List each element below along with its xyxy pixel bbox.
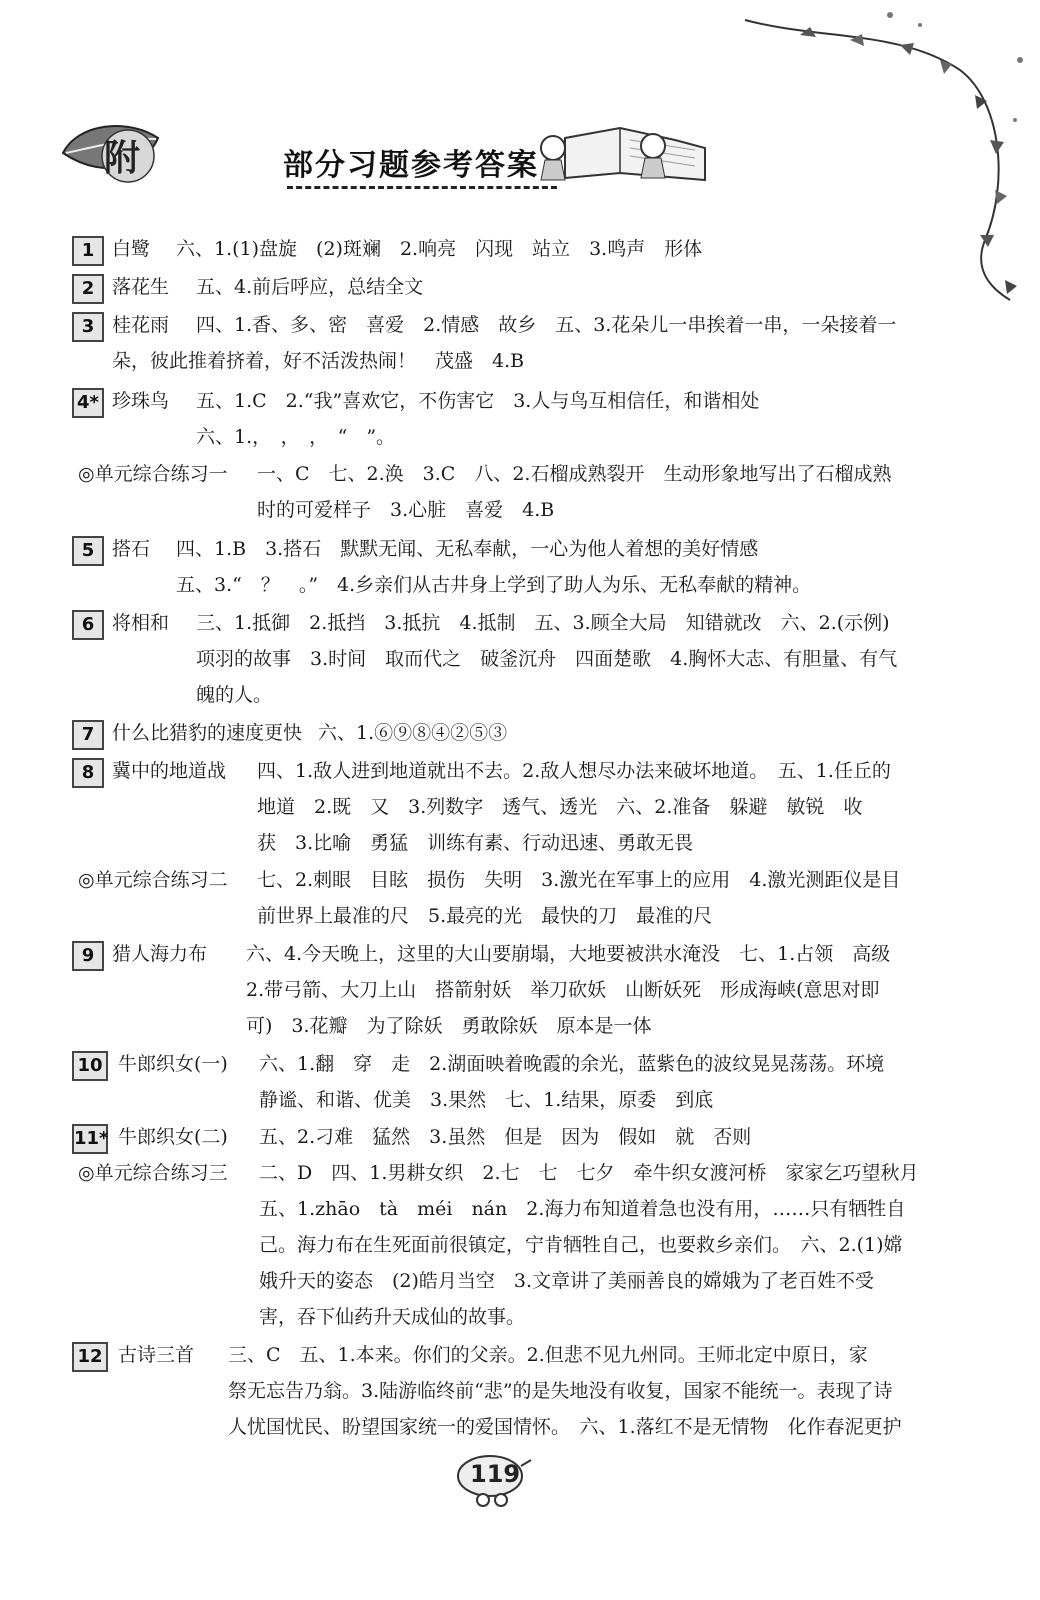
lesson-title: 牛郎织女(二) [118,1126,228,1148]
answer-line: 时的可爱样子 3.心脏 喜爱 4.B [257,499,555,521]
lesson-title: 落花生 [112,276,170,298]
answer-line: 三、C 五、1.本来。你们的父亲。2.但悲不见九州同。王师北定中原日，家 [228,1344,868,1366]
answer-line: 五、2.刁难 猛然 3.虽然 但是 因为 假如 就 否则 [259,1126,752,1148]
answer-line: 娥升天的姿态 (2)皓月当空 3.文章讲了美丽善良的嫦娥为了老百姓不受 [259,1270,875,1292]
lesson-number: 1 [72,236,104,266]
lesson-number: 10 [72,1051,108,1081]
answer-line: 三、1.抵御 2.抵挡 3.抵抗 4.抵制 五、3.顾全大局 知错就改 六、2.(示例) [196,612,890,634]
lesson-title: 古诗三首 [118,1344,195,1366]
answer-line: 四、1.香、多、密 喜爱 2.情感 故乡 五、3.花朵儿一串挨着一串，一朵接着一 [196,314,897,336]
lesson-number: 6 [72,610,104,640]
reading-kids-illustration [525,118,715,188]
appendix-badge-char: 附 [104,138,141,179]
answer-line: 四、1.B 3.搭石 默默无闻、无私奉献，一心为他人着想的美好情感 [176,538,759,560]
answer-line: 人忧国忧民、盼望国家统一的爱国情怀。 六、1.落红不是无情物 化作春泥更护 [228,1416,902,1438]
answer-line: 五、1.C 2.“我”喜欢它，不伤害它 3.人与鸟互相信任，和谐相处 [196,390,760,412]
answer-line: 2.带弓箭、大刀上山 搭箭射妖 举刀砍妖 山断妖死 形成海峡(意思对即 [246,979,880,1001]
answer-line: 四、1.敌人进到地道就出不去。2.敌人想尽办法来破坏地道。 五、1.任丘的 [257,760,891,782]
answer-line: 六、1.(1)盘旋 (2)斑斓 2.响亮 闪现 站立 3.鸣声 形体 [176,238,703,260]
unit-review-title: ◎单元综合练习一 [78,463,228,485]
page-number: 119 [470,1460,521,1488]
lesson-title: 猎人海力布 [112,943,208,965]
branch-leaves-decoration [740,0,1040,310]
answer-line: 六、1.翻 穿 走 2.湖面映着晚霞的余光，蓝紫色的波纹晃晃荡荡。环境 [259,1053,885,1075]
title-underline [287,186,557,189]
answer-line: 获 3.比喻 勇猛 训练有素、行动迅速、勇敢无畏 [257,832,694,854]
answer-line: 五、3.“ ？ 。” 4.乡亲们从古井身上学到了助人为乐、无私奉献的精神。 [176,574,812,596]
answer-line: 二、D 四、1.男耕女织 2.七 七 七夕 牵牛织女渡河桥 家家乞巧望秋月 [259,1162,919,1184]
lesson-number: 4* [72,388,104,418]
lesson-number: 3 [72,312,104,342]
answer-line: 前世界上最准的尺 5.最亮的光 最快的刀 最准的尺 [257,905,713,927]
lesson-number: 7 [72,720,104,750]
lesson-number: 11* [72,1124,108,1154]
answer-line: 可) 3.花瓣 为了除妖 勇敢除妖 原本是一体 [246,1015,652,1037]
answer-line: 己。海力布在生死面前很镇定，宁肯牺牲自己，也要救乡亲们。 六、2.(1)嫦 [259,1234,903,1256]
answer-line: 地道 2.既 又 3.列数字 透气、透光 六、2.准备 躲避 敏锐 收 [257,796,863,818]
lesson-title: 珍珠鸟 [112,390,170,412]
page-title: 部分习题参考答案 [283,148,539,183]
answer-line: 害，吞下仙药升天成仙的故事。 [259,1306,526,1328]
lesson-number: 5 [72,536,104,566]
answer-line: 六、1.， ， ， “ ”。 [196,426,396,448]
lesson-title: 白鹭 [112,238,151,260]
answer-line: 五、4.前后呼应，总结全文 [196,276,424,298]
lesson-number: 9 [72,941,104,971]
answer-line: 六、4.今天晚上，这里的大山要崩塌，大地要被洪水淹没 七、1.占领 高级 [246,943,891,965]
answer-line: 朵，彼此推着挤着，好不活泼热闹！ 茂盛 4.B [112,350,525,372]
answer-line: 项羽的故事 3.时间 取而代之 破釜沉舟 四面楚歌 4.胸怀大志、有胆量、有气 [196,648,898,670]
lesson-title: 冀中的地道战 [112,760,227,782]
answer-line: 祭无忘告乃翁。3.陆游临终前“悲”的是失地没有收复，国家不能统一。表现了诗 [228,1380,893,1402]
answer-line: 一、C 七、2.涣 3.C 八、2.石榴成熟裂开 生动形象地写出了石榴成熟 [257,463,892,485]
answer-line: 魄的人。 [196,684,273,706]
lesson-number: 2 [72,274,104,304]
answer-line: 五、1.zhāo tà méi nán 2.海力布知道着急也没有用，……只有牺牲自 [259,1198,906,1220]
answer-line: 静谧、和谐、优美 3.果然 七、1.结果，原委 到底 [259,1089,714,1111]
unit-review-title: ◎单元综合练习二 [78,869,228,891]
lesson-title: 桂花雨 [112,314,170,336]
lesson-title: 牛郎织女(一) [118,1053,228,1075]
lesson-title: 搭石 [112,538,151,560]
lesson-title: 什么比猎豹的速度更快 [112,722,303,744]
lesson-number: 8 [72,758,104,788]
lesson-title: 将相和 [112,612,170,634]
answer-line: 七、2.刺眼 目眩 损伤 失明 3.激光在军事上的应用 4.激光测距仪是目 [257,869,901,891]
unit-review-title: ◎单元综合练习三 [78,1162,228,1184]
answer-line: 六、1.⑥⑨⑧④②⑤③ [318,722,508,744]
lesson-number: 12 [72,1342,108,1372]
